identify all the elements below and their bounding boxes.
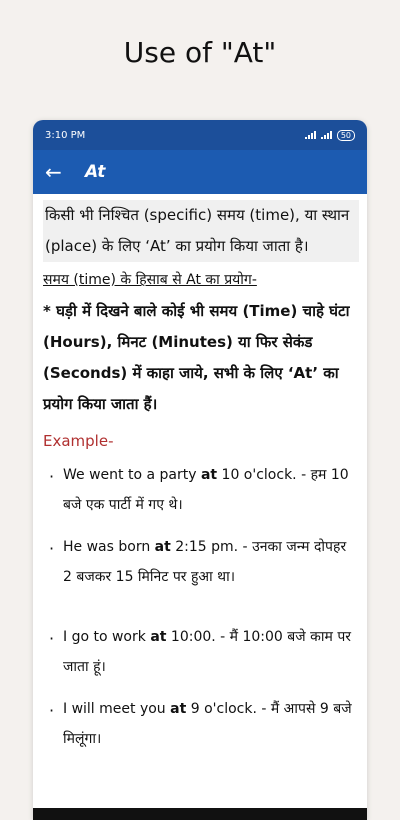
status-time: 3:10 PM	[45, 129, 86, 141]
signal-icon	[305, 131, 316, 139]
phone-screen	[33, 120, 367, 820]
screenshot-headline: Use of "At"	[123, 36, 277, 69]
example-label: Example-	[43, 432, 114, 450]
list-item: · I will meet you at 9 o'clock. - मैं आपसे 9 बजे मिलूंगा।	[43, 694, 359, 754]
example-list	[43, 460, 359, 754]
intro-paragraph: किसी भी निश्चित (specific) समय (time), या स्थान (place) के लिए ‘At’ का प्रयोग किया जाता है।	[43, 200, 359, 262]
signal-icon-2	[321, 131, 332, 139]
list-item: · We went to a party at 10 o'clock. - हम 10 बजे एक पार्टी में गए थे।	[43, 460, 359, 520]
battery-icon: 50	[337, 130, 355, 141]
rule-paragraph: * घड़ी में दिखने बाले कोई भी समय (Time) चाहे घंटा (Hours), मिनट (Minutes) या फिर सेकंड (Seconds) में काहा जाये, सभी के लिए ‘At’ का प्रयोग किया जाता हैं।	[43, 302, 350, 413]
navigation-bar	[33, 808, 367, 820]
article-content	[33, 194, 367, 754]
arrow-left-icon[interactable]: ←	[45, 160, 62, 184]
list-item: · I go to work at 10:00. - मैं 10:00 बजे काम पर जाता हूं।	[43, 622, 359, 682]
section-subheading: समय (time) के हिसाब से At का प्रयोग-	[43, 272, 257, 288]
app-bar	[33, 150, 367, 194]
status-icons	[305, 130, 355, 141]
page-title: At	[85, 162, 106, 182]
status-bar	[33, 120, 367, 150]
list-item: · He was born at 2:15 pm. - उनका जन्म दोपहर 2 बजकर 15 मिनिट पर हुआ था।	[43, 532, 359, 592]
